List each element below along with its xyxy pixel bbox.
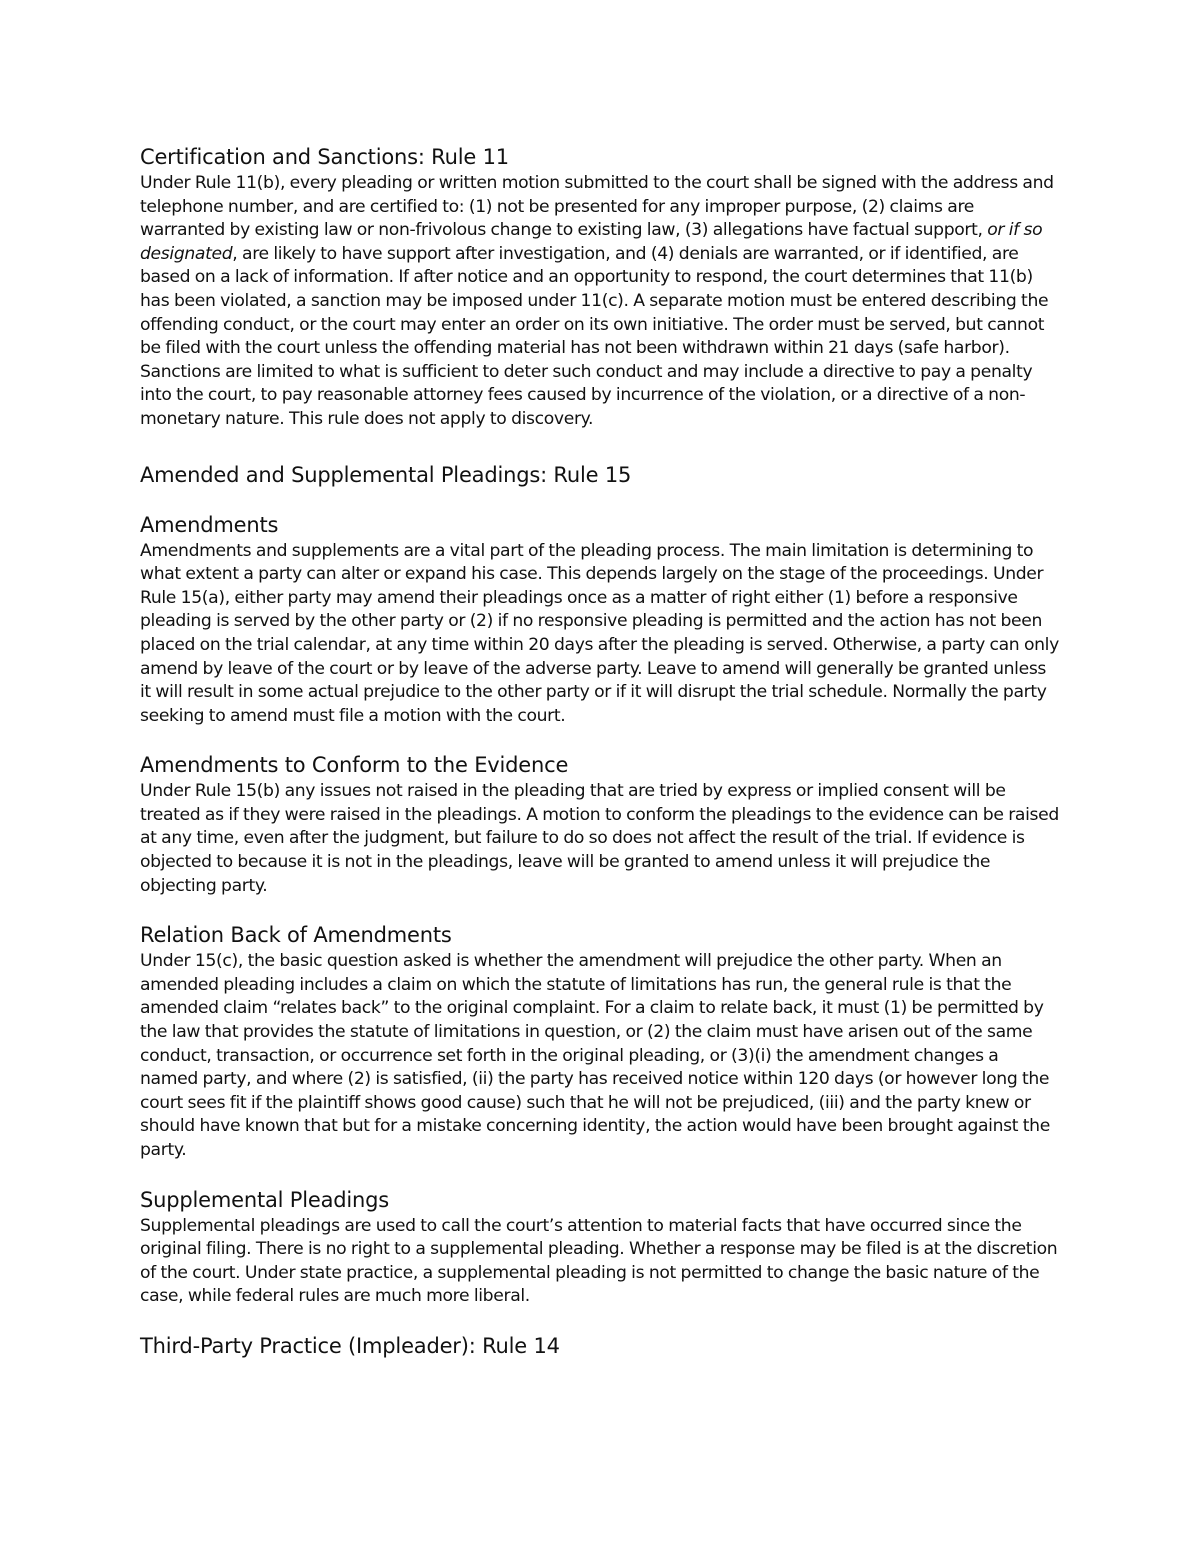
paragraph-rule-11-italic: or if so designated <box>140 220 1043 264</box>
paragraph-rule-11 <box>140 172 1060 432</box>
heading-rule-11: Certification and Sanctions: Rule 11 <box>140 145 509 169</box>
spacer <box>140 1163 1060 1185</box>
heading-conform-to-evidence: Amendments to Conform to the Evidence <box>140 753 569 778</box>
spacer <box>140 898 1060 920</box>
spacer <box>140 1309 1060 1331</box>
spacer <box>140 728 1060 750</box>
heading-amendments: Amendments <box>140 512 279 537</box>
document-page <box>140 142 1060 1361</box>
heading-supplemental-pleadings: Supplemental Pleadings <box>140 1187 389 1212</box>
paragraph-amendments: Amendments and supplements are a vital part of the pleading process. The main limitation is determining to what extent a party can alter or expand his case. This depends largely on the stage of the proceedings. Under Rule 15(a), either party may amend their pleadings once as a matter of right either (1) before a responsive pleading is served by the other party or (2) if no responsive pleading is permitted and the action has not been placed on the trial calendar, at any time within 20 days after the pleading is served. Otherwise, a party can only amend by leave of the court or by leave of the adverse party. Leave to amend will generally be granted unless it will result in some actual prejudice to the other party or if it will disrupt the trial schedule. Normally the party seeking to amend must file a motion with the court. <box>140 540 1059 726</box>
paragraph-supplemental-pleadings: Supplemental pleadings are used to call the court’s attention to material facts that have occurred since the original filing. There is no right to a supplemental pleading. Whether a response may be filed is at the discretion of the court. Under state practice, a supplemental pleading is not permitted to change the basic nature of the case, while federal rules are much more liberal. <box>140 1215 1058 1307</box>
spacer <box>140 490 1060 510</box>
paragraph-rule-11-part-2: , are likely to have support after investigation, and (4) denials are warranted, or if identified, are based on a lack of information. If after notice and an opportunity to respond, the court determines that 11(b) has been violated, a sanction may be imposed under 11(c). A separate motion must be entered describing the offending conduct, or the court may enter an order on its own initiative. The order must be served, but cannot be filed with the court unless the offending material has not been withdrawn within 21 days (safe harbor). Sanctions are limited to what is sufficient to deter such conduct and may include a directive to pay a penalty into the court, to pay reasonable attorney fees caused by incurrence of the violation, or a directive of a non-monetary nature. This rule does not apply to discovery. <box>140 243 1049 429</box>
paragraph-relation-back: Under 15(c), the basic question asked is whether the amendment will prejudice the other party. When an amended pleading includes a claim on which the statute of limitations has run, the general rule is that the amended claim “relates back” to the original complaint. For a claim to relate back, it must (1) be permitted by the law that provides the statute of limitations in question, or (2) the claim must have arisen out of the same conduct, transaction, or occurrence set forth in the original pleading, or (3)(i) the amendment changes a named party, and where (2) is satisfied, (ii) the party has received notice within 120 days (or however long the court sees fit if the plaintiff shows good cause) such that he will not be prejudiced, (iii) and the party knew or should have known that but for a mistake concerning identity, the action would have been brought against the party. <box>140 951 1050 1160</box>
paragraph-rule-11-part-1: Under Rule 11(b), every pleading or written motion submitted to the court shall be signed with the address and telephone number, and are certified to: (1) not be presented for any improper purpose, (2) claims are warranted by existing law or non-frivolous change to existing law, (3) allegations have factual support, <box>140 173 1054 241</box>
paragraph-conform-to-evidence: Under Rule 15(b) any issues not raised in the pleading that are tried by express or implied consent will be treated as if they were raised in the pleadings. A motion to conform the pleadings to the evidence can be raised at any time, even after the judgment, but failure to do so does not affect the result of the trial. If evidence is objected to because it is not in the pleadings, leave will be granted to amend unless it will prejudice the objecting party. <box>140 781 1059 896</box>
spacer <box>140 432 1060 460</box>
heading-rule-15: Amended and Supplemental Pleadings: Rule 15 <box>140 462 632 487</box>
heading-relation-back: Relation Back of Amendments <box>140 923 452 948</box>
heading-rule-14: Third-Party Practice (Impleader): Rule 14 <box>140 1333 560 1358</box>
